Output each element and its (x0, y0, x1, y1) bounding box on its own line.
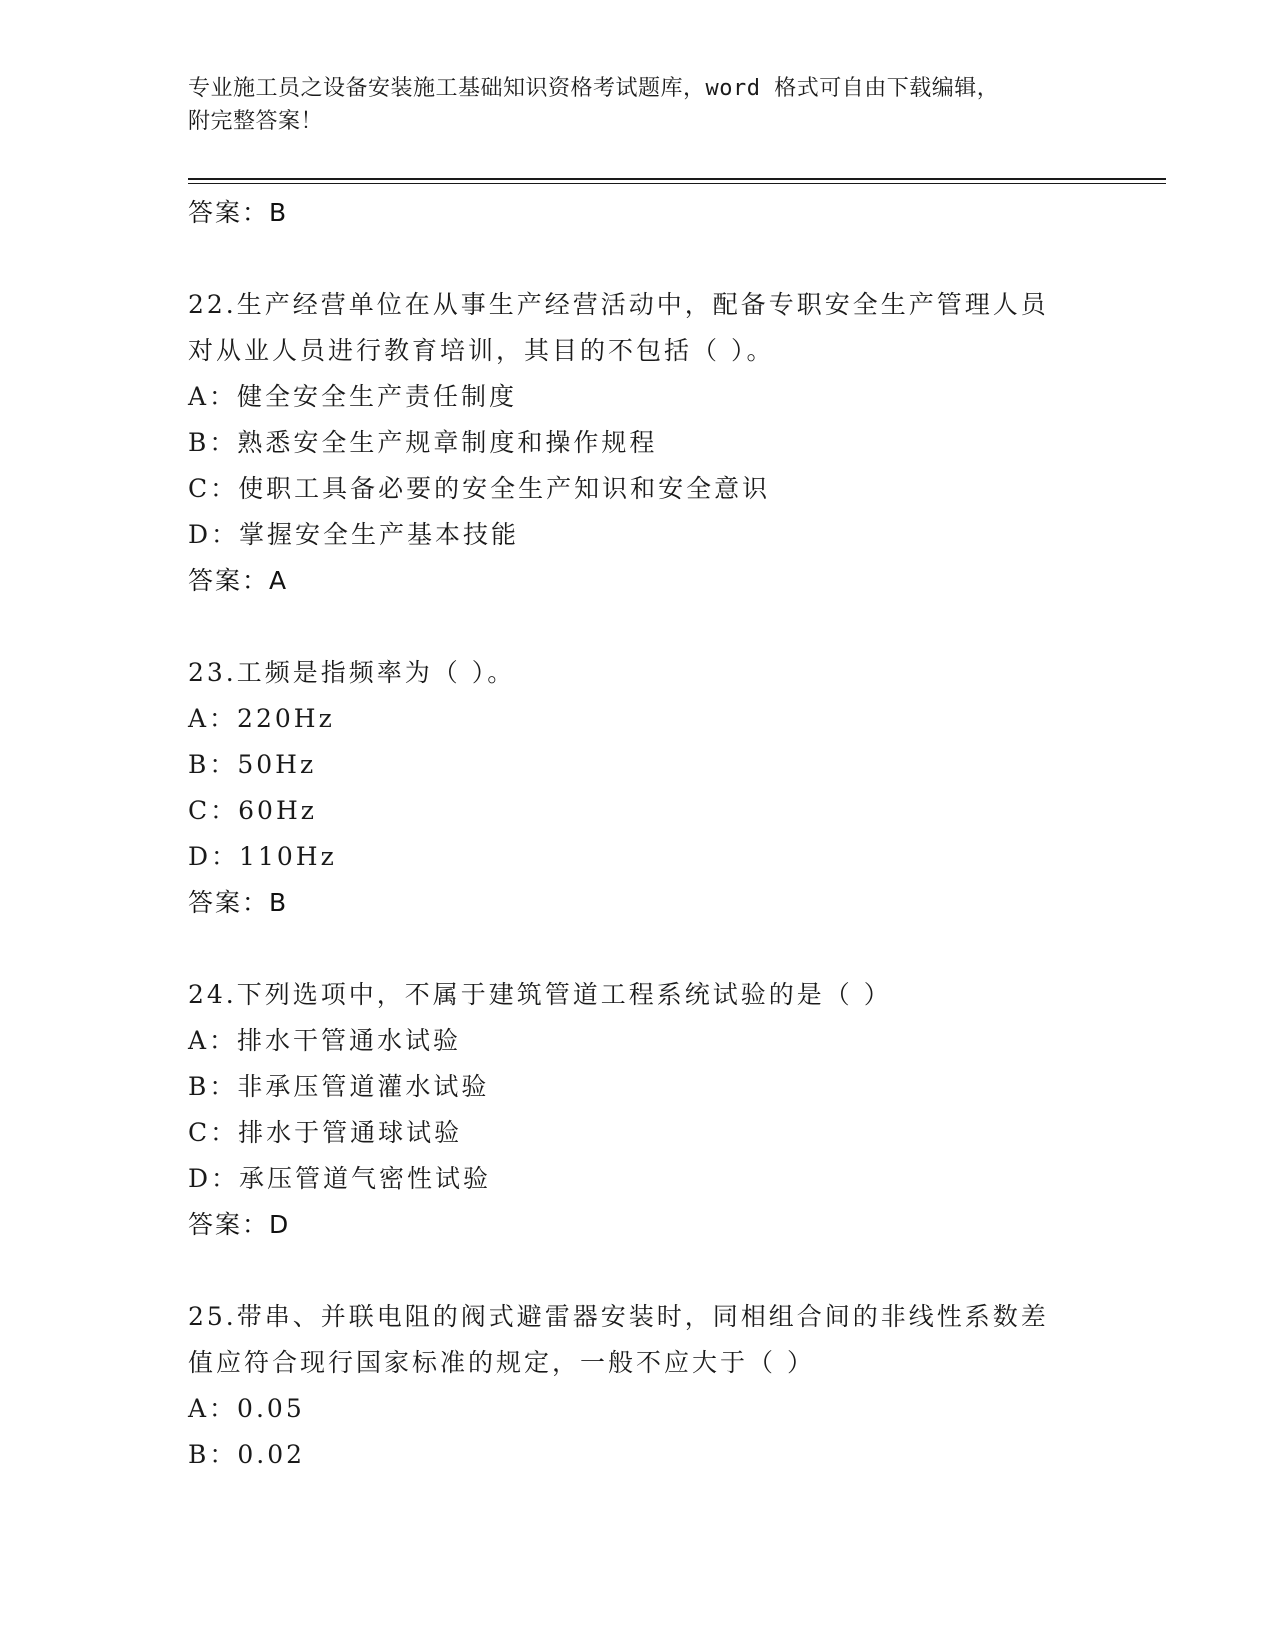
header-line-1: 专业施工员之设备安装施工基础知识资格考试题库，word 格式可自由下载编辑， (188, 76, 1000, 101)
spacer (188, 1248, 1168, 1294)
option-d: D：承压管道气密性试验 (188, 1164, 492, 1193)
option-d: D：掌握安全生产基本技能 (188, 520, 520, 549)
option-c: C：使职工具备必要的安全生产知识和安全意识 (188, 474, 771, 503)
document-header (188, 72, 1088, 138)
answer: 答案：A (188, 566, 289, 595)
option-b: B：非承压管道灌水试验 (188, 1072, 490, 1101)
option-d: D：110Hz (188, 842, 337, 871)
option-b: B：0.02 (188, 1440, 306, 1469)
option-a: A：排水干管通水试验 (188, 1026, 462, 1055)
question-stem-line: 值应符合现行国家标准的规定，一般不应大于（ ） (188, 1348, 815, 1377)
question-stem-line: 23.工频是指频率为（ ）。 (188, 658, 516, 687)
header-divider-thick (188, 178, 1166, 180)
question-list (188, 190, 1168, 1478)
option-c: C：排水于管通球试验 (188, 1118, 463, 1147)
header-line-2: 附完整答案！ (188, 109, 324, 134)
spacer (188, 236, 1168, 282)
question-stem-line: 25.带串、并联电阻的阀式避雷器安装时，同相组合间的非线性系数差 (188, 1302, 1049, 1331)
option-a: A：0.05 (188, 1394, 305, 1423)
question-stem-line: 24.下列选项中，不属于建筑管道工程系统试验的是（ ） (188, 980, 892, 1009)
answer: 答案：D (188, 1210, 291, 1239)
question-22 (188, 282, 1168, 604)
question-stem-line: 对从业人员进行教育培训，其目的不包括（ ）。 (188, 336, 775, 365)
question-stem-line: 22.生产经营单位在从事生产经营活动中，配备专职安全生产管理人员 (188, 290, 1049, 319)
option-b: B：熟悉安全生产规章制度和操作规程 (188, 428, 658, 457)
question-24 (188, 972, 1168, 1248)
option-a: A：220Hz (188, 704, 335, 733)
previous-answer: 答案：B (188, 198, 289, 227)
question-23 (188, 650, 1168, 926)
header-divider-thin (188, 183, 1166, 184)
answer: 答案：B (188, 888, 289, 917)
option-a: A：健全安全生产责任制度 (188, 382, 518, 411)
spacer (188, 926, 1168, 972)
option-b: B：50Hz (188, 750, 317, 779)
option-c: C：60Hz (188, 796, 317, 825)
spacer (188, 604, 1168, 650)
question-25 (188, 1294, 1168, 1478)
